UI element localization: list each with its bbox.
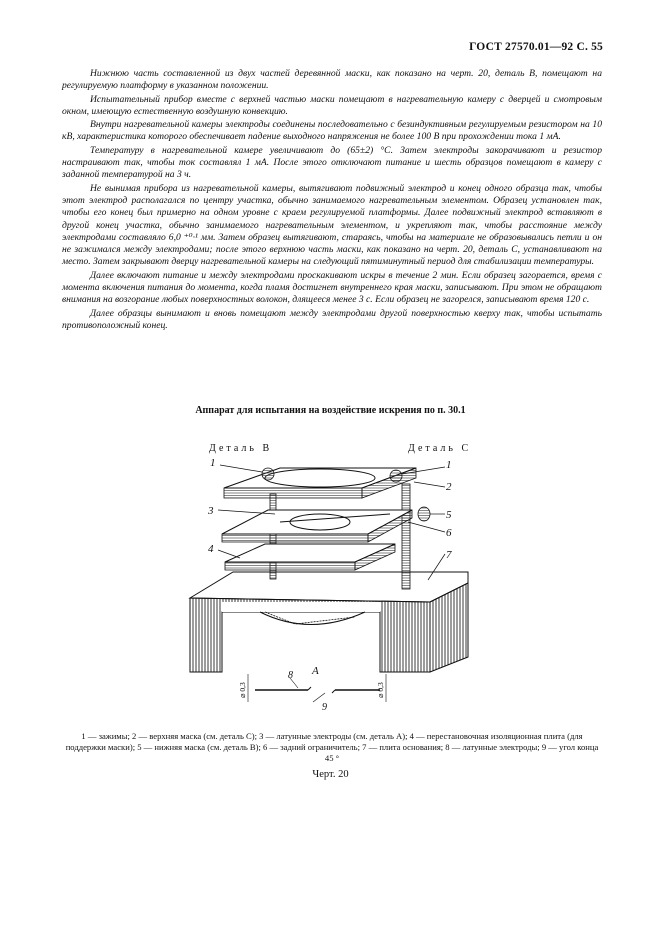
dim-right: ⌀ 0,3: [376, 682, 385, 698]
apparatus-drawing: [180, 452, 480, 720]
paragraph: Далее включают питание и между электродами проскакивают искры в течение 2 мин. Если образец загорается, время с момента включения питания до момента, когда пламя достигнет внутреннего края маски, записывают. При этом не обращают внимания на возгорание любых поверхностных волокон, длящееся менее 3 с. Если образец не загорелся, записывают время 120 с.: [62, 269, 602, 306]
paragraph: Температуру в нагревательной камере увеличивают до (65±2) °С. Затем электроды закорачивают и резистор настраивают так, чтобы ток составлял 1 мА. После этого отключают питание и шесть образцов помещают в камеру с заданной температурой на 3 ч.: [62, 144, 602, 181]
callout-3: 3: [208, 505, 214, 517]
callout-9: 9: [322, 702, 327, 713]
base-plate: [190, 572, 468, 672]
figure-caption: 1 — зажимы; 2 — верхняя маска (см. деталь С); 3 — латунные электроды (см. деталь А); 4 — перестановочная изоляционная плита (для поддержки маски); 5 — нижняя маска (см. деталь В); 6 — задний ограничитель; 7 — плита основания; 8 — латунные электроды; 9 — угол конца 45 °: [65, 731, 599, 763]
paragraph: Внутри нагревательной камеры электроды соединены последовательно с безиндуктивным регулируемым резистором на 10 кВ, характеристика которого обеспечивает падение выходного напряжения не более 100 В при прохождении тока 1 мА.: [62, 119, 602, 143]
callout-6: 6: [446, 527, 452, 539]
detail-a: [248, 674, 386, 702]
lower-mask: [222, 510, 412, 542]
dim-left: ⌀ 0,3: [238, 682, 247, 698]
paragraph: Не вынимая прибора из нагревательной камеры, вытягивают подвижный электрод и конец одного образца так, чтобы этот электрод располагался по центру участка, обычно занимаемого нагревательным элементом. Образец установлен так, чтобы его конец был примерно на одном уровне с краем регулируемой платформы. Далее подвижный электрод вставляют в другой конец участка, обычно занимаемого нагревательным элементом, и укрепляют так, чтобы расстояние между электродами составляло 6,0 ⁺⁰·¹ мм. Затем образец вытягивают, стараясь, чтобы на материале не образовывались петли и он не зажимался между электродами; после этого верхнюю часть маски, как показано на черт. 20, деталь С, устанавливают на место. Затем закрывают дверцу нагревательной камеры на следующий пятиминутный период для стабилизации температуры.: [62, 182, 602, 268]
insulating-plate: [225, 544, 395, 570]
callout-8: 8: [288, 670, 293, 681]
body-text: [62, 68, 602, 333]
callout-1-left: 1: [210, 457, 216, 469]
callout-7: 7: [446, 549, 452, 561]
callout-5: 5: [446, 509, 452, 521]
figure-title: Аппарат для испытания на воздействие искрения по п. 30.1: [195, 405, 466, 416]
figure-number: Черт. 20: [312, 769, 349, 780]
callout-2: 2: [446, 481, 452, 493]
detail-c-label: Деталь С: [408, 443, 472, 454]
detail-a-label: А: [312, 665, 319, 677]
document-header: ГОСТ 27570.01—92 С. 55: [469, 41, 603, 53]
callout-1-right: 1: [446, 459, 452, 471]
paragraph: Нижнюю часть составленной из двух частей деревянной маски, как показано на черт. 20, деталь В, помещают на регулируемую платформу в указанном положении.: [62, 68, 602, 92]
callout-4: 4: [208, 543, 214, 555]
detail-b-label: Деталь В: [209, 443, 273, 454]
paragraph: Далее образцы вынимают и вновь помещают между электродами другой поверхностью кверху так, чтобы испытать противоположный конец.: [62, 307, 602, 331]
upper-mask: [224, 468, 416, 498]
paragraph: Испытательный прибор вместе с верхней частью маски помещают в нагревательную камеру с дверцей и смотровым окном, имеющую естественную воздушную конвекцию.: [62, 93, 602, 117]
